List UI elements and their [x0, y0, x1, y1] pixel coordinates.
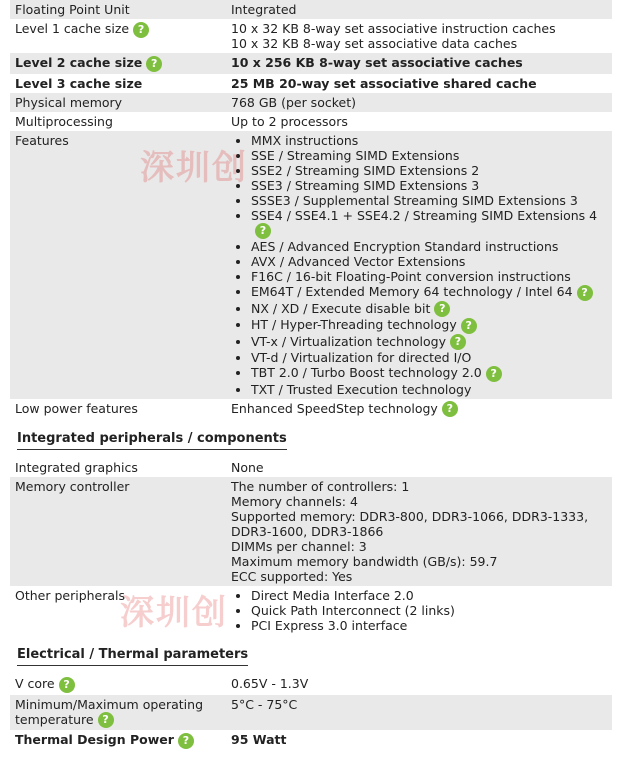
feature-item	[251, 254, 612, 269]
section-heading-peripherals: Integrated peripherals / components	[17, 431, 287, 450]
spec-label-text: Level 3 cache size	[15, 75, 143, 91]
cache-memory-rows	[10, 0, 612, 131]
spec-label-text: Floating Point Unit	[15, 2, 130, 17]
spec-label-text: Physical memory	[15, 94, 123, 110]
peripheral-item: • Direct Media Interface 2.0	[251, 588, 612, 603]
operating-temp-row	[10, 695, 612, 731]
spec-value: Integrated	[231, 2, 297, 17]
spec-row	[10, 112, 612, 131]
help-icon[interactable]: ?	[450, 334, 466, 350]
help-icon[interactable]: ?	[486, 366, 502, 382]
memory-controller-line: DIMMs per channel: 3	[231, 539, 367, 554]
help-icon[interactable]: ?	[442, 401, 458, 417]
feature-item	[251, 163, 612, 178]
help-icon[interactable]: ?	[98, 712, 114, 728]
other-peripherals-list	[231, 588, 612, 633]
tdp-text: Thermal Design Power	[15, 732, 174, 747]
operating-temp-label-line2: temperature	[15, 711, 94, 727]
feature-item	[251, 301, 612, 318]
spec-value: 768 GB (per socket)	[231, 94, 356, 110]
help-icon[interactable]: ?	[434, 301, 450, 317]
help-icon[interactable]: ?	[178, 733, 194, 749]
help-icon[interactable]: ?	[255, 223, 271, 239]
feature-item	[251, 334, 612, 351]
feature-text: SSE2 / Streaming SIMD Extensions 2	[251, 162, 480, 178]
feature-item	[251, 148, 612, 163]
help-icon[interactable]: ?	[133, 22, 149, 38]
watermark: 深圳创	[140, 148, 248, 188]
memory-controller-line: Memory channels: 4	[231, 494, 358, 509]
feature-text: SSE3 / Streaming SIMD Extensions 3	[251, 177, 480, 193]
spec-label-text: Level 2 cache size	[15, 55, 143, 70]
low-power-label: Low power features	[15, 400, 138, 416]
feature-item	[251, 133, 612, 148]
integrated-graphics-label: Integrated graphics	[15, 460, 138, 475]
spec-label-text: Multiprocessing	[15, 113, 113, 129]
memory-controller-line: Supported memory: DDR3-800, DDR3-1066, DDR3-1333,	[231, 509, 589, 524]
v-core-label	[10, 674, 226, 695]
spec-label	[10, 0, 226, 19]
feature-item	[251, 208, 612, 240]
feature-text: TXT / Trusted Execution technology	[251, 381, 472, 397]
peripheral-item: • Quick Path Interconnect (2 links)	[251, 603, 612, 618]
tdp-value: 95 Watt	[231, 732, 287, 747]
v-core-row	[10, 674, 612, 695]
feature-text: TBT 2.0 / Turbo Boost technology 2.0	[251, 365, 482, 380]
feature-item	[251, 239, 612, 254]
other-peripherals-row	[10, 586, 612, 635]
feature-text: SSE / Streaming SIMD Extensions	[251, 147, 460, 163]
feature-text: AVX / Advanced Vector Extensions	[251, 254, 466, 269]
spec-row	[10, 74, 612, 93]
memory-controller-line: Maximum memory bandwidth (GB/s): 59.7	[231, 554, 498, 569]
low-power-value	[226, 399, 612, 420]
spec-label-text: Level 1 cache size	[15, 21, 130, 36]
feature-text: AES / Advanced Encryption Standard instructions	[251, 239, 559, 254]
feature-item	[251, 382, 612, 397]
memory-controller-line: DDR3-1600, DDR3-1866	[231, 524, 384, 539]
features-row	[10, 131, 612, 399]
operating-temp-label-line1: Minimum/Maximum operating	[15, 696, 204, 712]
feature-text: MMX instructions	[251, 132, 359, 148]
spec-label	[10, 112, 226, 131]
operating-temp-label	[10, 695, 226, 731]
spec-value-line: 10 x 32 KB 8-way set associative instruction caches	[231, 21, 556, 36]
feature-item	[251, 350, 612, 365]
help-icon[interactable]: ?	[146, 56, 162, 72]
spec-label	[10, 93, 226, 112]
operating-temp-value: 5°C - 75°C	[231, 696, 298, 712]
other-peripherals-value	[226, 586, 612, 635]
spec-row	[10, 19, 612, 53]
memory-controller-line: The number of controllers: 1	[231, 479, 410, 494]
feature-text: SSSE3 / Supplemental Streaming SIMD Extensions 3	[251, 192, 578, 208]
feature-text: VT-x / Virtualization technology	[251, 333, 446, 349]
low-power-row	[10, 399, 612, 420]
help-icon[interactable]: ?	[59, 677, 75, 693]
tdp-row	[10, 730, 612, 751]
features-value	[226, 131, 612, 399]
spec-label	[10, 53, 226, 74]
feature-item	[251, 284, 612, 301]
spec-value: 10 x 256 KB 8-way set associative caches	[231, 55, 523, 70]
help-icon[interactable]: ?	[577, 285, 593, 301]
features-list	[231, 133, 612, 397]
integrated-graphics-row	[10, 458, 612, 477]
feature-item	[251, 269, 612, 284]
spec-value: Up to 2 processors	[231, 113, 348, 129]
feature-text: VT-d / Virtualization for directed I/O	[251, 350, 472, 365]
feature-text: SSE4 / SSE4.1 + SSE4.2 / Streaming SIMD Extensions 4	[251, 207, 598, 223]
v-core-value: 0.65V - 1.3V	[231, 676, 309, 691]
v-core-text: V core	[15, 676, 55, 691]
feature-text: EM64T / Extended Memory 64 technology / Intel 64	[251, 284, 573, 299]
feature-text: NX / XD / Execute disable bit	[251, 300, 431, 316]
other-peripherals-label: Other peripherals	[15, 588, 126, 603]
memory-controller-line: ECC supported: Yes	[231, 569, 353, 584]
feature-item	[251, 317, 612, 334]
low-power-text: Enhanced SpeedStep technology	[231, 400, 438, 416]
memory-controller-row	[10, 477, 612, 586]
spec-row	[10, 93, 612, 112]
tdp-label	[10, 730, 226, 751]
integrated-graphics-value: None	[231, 460, 264, 475]
help-icon[interactable]: ?	[461, 318, 477, 334]
spec-label	[10, 74, 226, 93]
feature-item	[251, 178, 612, 193]
spec-value: 25 MB 20-way set associative shared cache	[231, 75, 537, 91]
section-heading-electrical: Electrical / Thermal parameters	[17, 647, 248, 666]
feature-text: HT / Hyper-Threading technology	[251, 317, 457, 332]
spec-row	[10, 53, 612, 74]
memory-controller-label: Memory controller	[15, 479, 130, 494]
spec-value	[226, 19, 612, 53]
watermark: 深圳创	[120, 593, 228, 633]
spec-row	[10, 0, 612, 19]
feature-item	[251, 365, 612, 382]
features-label: Features	[15, 132, 69, 148]
spec-label	[10, 19, 226, 53]
spec-value-line: 10 x 32 KB 8-way set associative data caches	[231, 36, 518, 51]
spec-table	[10, 0, 612, 751]
memory-controller-value	[226, 477, 612, 586]
peripheral-item: • PCI Express 3.0 interface	[251, 618, 612, 633]
feature-text: F16C / 16-bit Floating-Point conversion instructions	[251, 269, 571, 284]
feature-item	[251, 193, 612, 208]
